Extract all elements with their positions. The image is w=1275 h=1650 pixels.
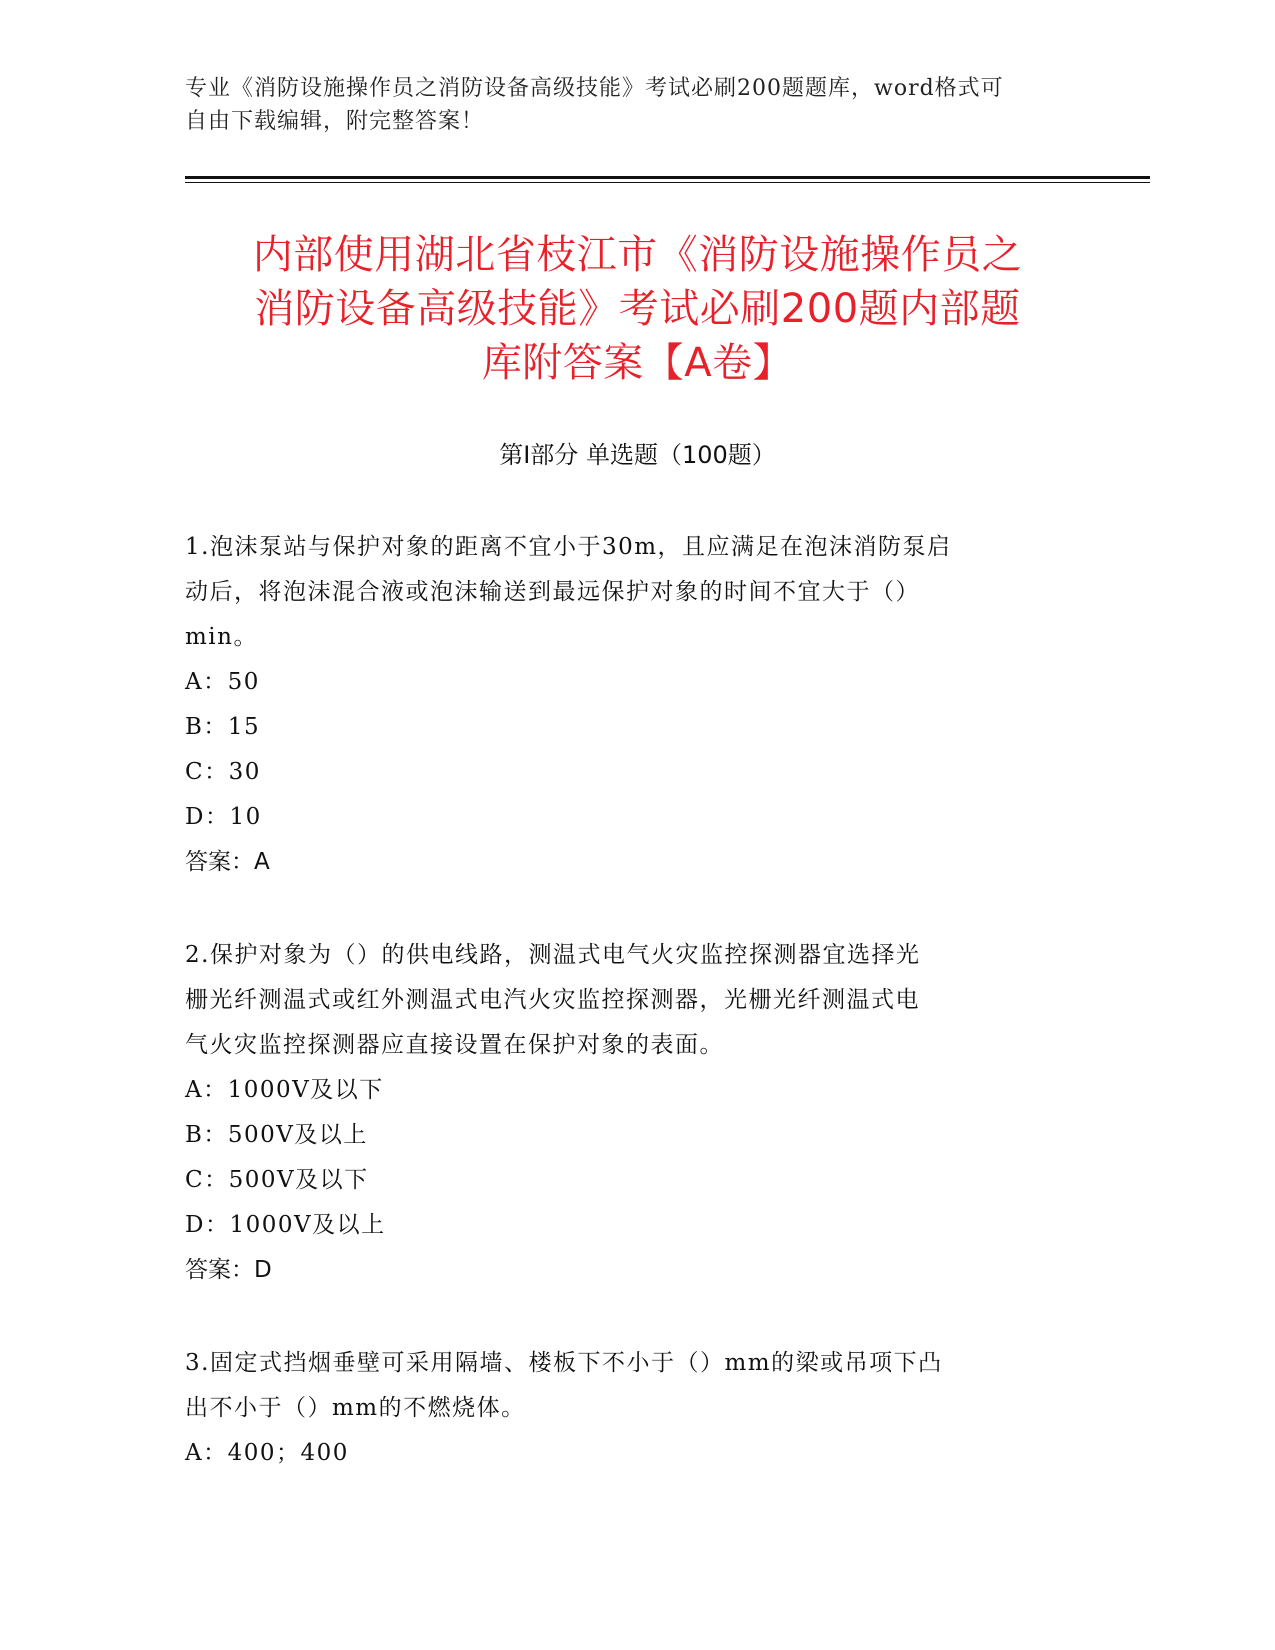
option-b: B：15 xyxy=(185,714,261,740)
answer: 答案：A xyxy=(185,849,270,875)
option-b: B：500V及以上 xyxy=(185,1122,368,1148)
question-text-line: 1.泡沫泵站与保护对象的距离不宜小于30m，且应满足在泡沫消防泵启 xyxy=(185,534,952,560)
question-text-line: 3.固定式挡烟垂壁可采用隔墙、楼板下不小于（）mm的梁或吊项下凸 xyxy=(185,1350,943,1376)
option-a: A：400；400 xyxy=(185,1440,349,1466)
option-a: A：1000V及以下 xyxy=(185,1077,384,1103)
header-note-line-2: 自由下载编辑，附完整答案！ xyxy=(185,109,485,134)
question-2 xyxy=(185,933,1085,1293)
question-text-line: min。 xyxy=(185,624,258,650)
answer: 答案：D xyxy=(185,1257,272,1283)
question-3 xyxy=(185,1341,1085,1476)
question-list xyxy=(185,525,1085,1524)
header-note-line-1: 专业《消防设施操作员之消防设备高级技能》考试必刷200题题库，word格式可 xyxy=(185,76,1004,101)
option-c: C：500V及以下 xyxy=(185,1167,369,1193)
question-text-line: 栅光纤测温式或红外测温式电汽火灾监控探测器，光栅光纤测温式电 xyxy=(185,987,920,1013)
option-d: D：1000V及以上 xyxy=(185,1212,386,1238)
question-text-line: 2.保护对象为（）的供电线路，测温式电气火灾监控探测器宜选择光 xyxy=(185,942,921,968)
title-line-2: 消防设备高级技能》考试必刷200题内部题 xyxy=(254,286,1021,332)
question-text-line: 出不小于（）mm的不燃烧体。 xyxy=(185,1395,526,1421)
option-d: D：10 xyxy=(185,804,262,830)
option-c: C：30 xyxy=(185,759,261,785)
question-text-line: 气火灾监控探测器应直接设置在保护对象的表面。 xyxy=(185,1032,724,1058)
section-heading: 第Ⅰ部分 单选题（100题） xyxy=(499,441,776,469)
document-title xyxy=(150,228,1125,390)
header-rule-thin xyxy=(185,182,1150,183)
header-rule-thick xyxy=(185,176,1150,179)
title-line-3: 库附答案【A卷】 xyxy=(481,340,794,386)
option-a: A：50 xyxy=(185,669,260,695)
header-note xyxy=(185,72,1065,138)
question-text-line: 动后，将泡沫混合液或泡沫输送到最远保护对象的时间不宜大于（） xyxy=(185,579,920,605)
question-1 xyxy=(185,525,1085,885)
title-line-1: 内部使用湖北省枝江市《消防设施操作员之 xyxy=(252,232,1023,278)
